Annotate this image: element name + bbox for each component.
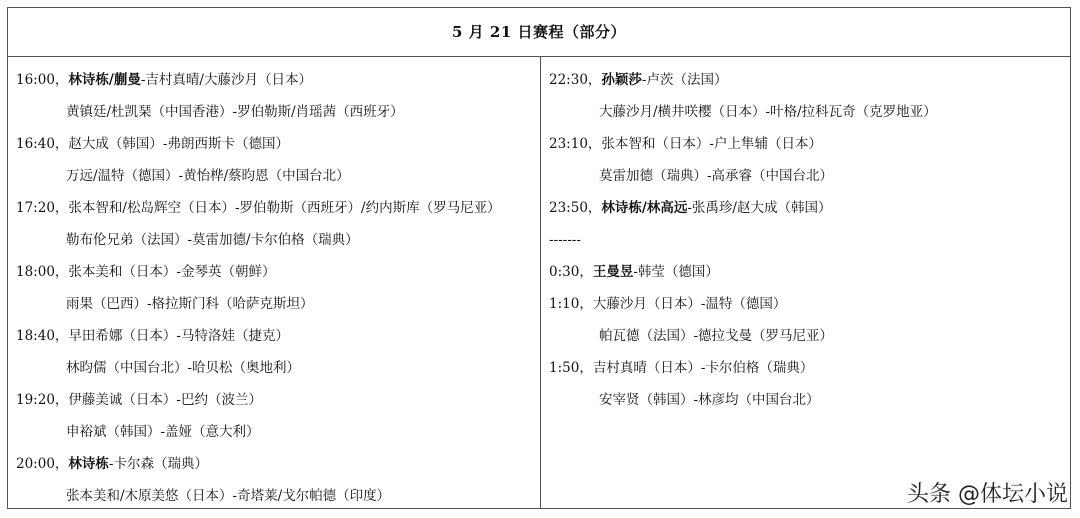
page-title: 5 月 21 日赛程（部分） (8, 8, 1070, 57)
match-row (16, 384, 536, 416)
match-row-secondary: 张本美和/木原美悠（日本）-奇塔莱/戈尔帕德（印度） (66, 488, 391, 504)
match-opponents: 张本美和（日本）-金琴英（朝鲜） (68, 264, 276, 280)
match-time: 16:00， (16, 72, 69, 88)
match-opponents: -韩莹（德国） (633, 264, 719, 280)
match-row (549, 288, 1064, 320)
match-row (16, 128, 536, 160)
match-opponents: 伊藤美诚（日本）-巴约（波兰） (68, 392, 262, 408)
match-row (16, 256, 536, 288)
match-opponents: 张本智和/松岛辉空（日本）-罗伯勒斯（西班牙）/约内斯库（罗马尼亚） (68, 200, 501, 216)
match-time: 1:10， (549, 296, 593, 312)
highlighted-player: 林诗栋 (68, 456, 109, 472)
match-opponents: 早田希娜（日本）-马特洛娃（捷克） (68, 328, 289, 344)
match-row (549, 192, 1064, 224)
match-row (16, 448, 536, 480)
match-opponents: -卢茨（法国） (641, 72, 728, 88)
match-row (16, 64, 536, 96)
match-row-secondary: 万远/温特（德国）-黄怡桦/蔡昀恩（中国台北） (66, 168, 350, 184)
match-row (549, 128, 1064, 160)
match-time: 16:40， (16, 136, 69, 152)
match-row-secondary: 雨果（巴西）-格拉斯门科（哈萨克斯坦） (66, 296, 314, 312)
match-row-secondary: 申裕斌（韩国）-盖娅（意大利） (66, 424, 260, 440)
match-opponents: 赵大成（韩国）-弗朗西斯卡（德国） (68, 136, 289, 152)
column-divider (540, 56, 541, 508)
match-opponents: 大藤沙月（日本）-温特（德国） (592, 296, 787, 312)
match-time: 23:50， (549, 200, 602, 216)
match-opponents: -张禹珍/赵大成（韩国） (687, 200, 832, 216)
right-column (549, 64, 1064, 416)
match-row-secondary: 安宰贤（韩国）-林彦均（中国台北） (599, 392, 820, 408)
match-time: 22:30， (549, 72, 602, 88)
match-time: 18:00， (16, 264, 69, 280)
match-opponents: 吉村真晴（日本）-卡尔伯格（瑞典） (592, 360, 814, 376)
separator-text: ------- (549, 232, 581, 248)
highlighted-player: 孙颖莎 (601, 72, 642, 88)
match-time: 19:20， (16, 392, 69, 408)
match-row-secondary: 莫雷加德（瑞典）-高承睿（中国台北） (599, 168, 834, 184)
match-time: 18:40， (16, 328, 69, 344)
match-row (549, 64, 1064, 96)
match-row (549, 352, 1064, 384)
match-opponents: 张本智和（日本）-户上隼辅（日本） (601, 136, 822, 152)
match-time: 0:30， (549, 264, 593, 280)
watermark: 头条 @体坛小说 (907, 482, 1068, 507)
left-column (16, 64, 536, 512)
highlighted-player: 林诗栋/蒯曼 (68, 72, 141, 88)
match-row (16, 192, 536, 224)
match-time: 1:50， (549, 360, 593, 376)
match-time: 17:20， (16, 200, 69, 216)
match-opponents: -吉村真晴/大藤沙月（日本） (140, 72, 312, 88)
schedule-table (7, 7, 1071, 509)
match-row-secondary: 黄镇廷/杜凯琹（中国香港）-罗伯勒斯/肖瑶茜（西班牙） (66, 104, 404, 120)
match-time: 23:10， (549, 136, 602, 152)
match-time: 20:00， (16, 456, 69, 472)
match-row-secondary: 勒布伦兄弟（法国）-莫雷加德/卡尔伯格（瑞典） (66, 232, 359, 248)
match-row-secondary: 大藤沙月/横井咲樱（日本）-叶格/拉科瓦奇（克罗地亚） (599, 104, 937, 120)
match-row (16, 320, 536, 352)
match-opponents: -卡尔森（瑞典） (108, 456, 208, 472)
highlighted-player: 王曼昱 (592, 264, 634, 280)
highlighted-player: 林诗栋/林高远 (601, 200, 688, 216)
match-row-secondary: 帕瓦德（法国）-德拉戈曼（罗马尼亚） (599, 328, 834, 344)
match-row-secondary: 林昀儒（中国台北）-哈贝松（奥地利） (66, 360, 301, 376)
match-row (549, 256, 1064, 288)
